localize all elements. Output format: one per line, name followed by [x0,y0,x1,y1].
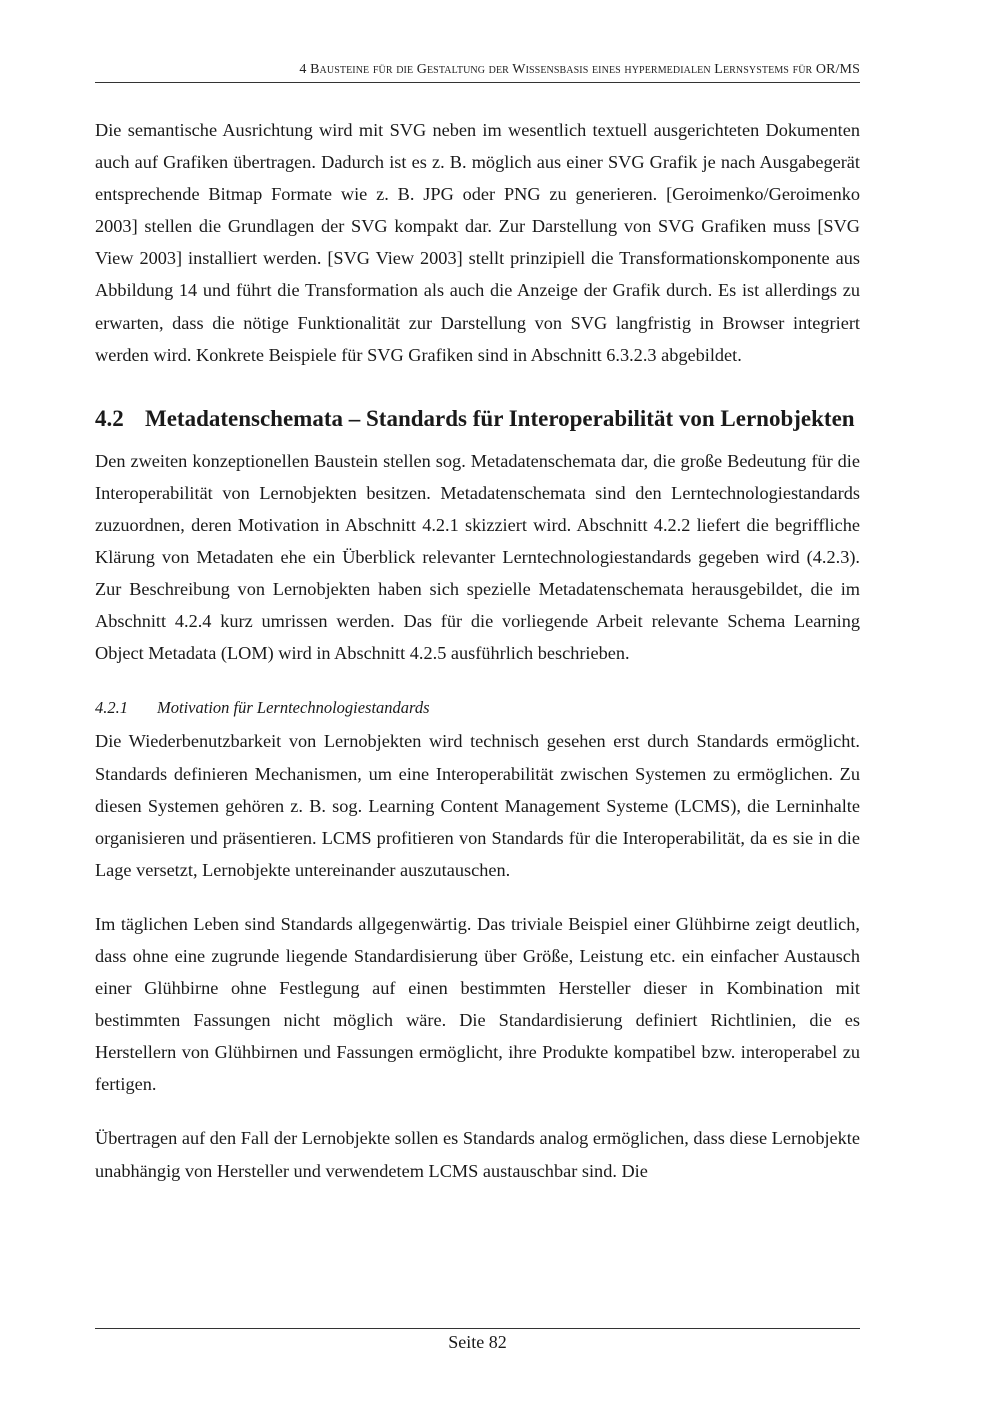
subsection-heading [95,695,860,721]
subsection-paragraph: Die Wiederbenutzbarkeit von Lernobjekten wird technisch gesehen erst durch Standards ermöglicht. Standards definieren Mechanismen, um eine Interoperabilität zwischen Systemen zu ermöglichen. Zu diesen Systemen gehören z. B. sog. Learning Content Management Systeme (LCMS), die Lerninhalte organisieren und präsentieren. LCMS profitieren von Standards für die Interoperabilität, da es sie in die Lage versetzt, Lernobjekte untereinander auszutauschen. [95,731,860,880]
subsection-number: 4.2.1 [95,698,128,718]
intro-paragraph: Die semantische Ausrichtung wird mit SVG neben im wesentlich textuell ausgerichteten Dokumenten auch auf Grafiken übertragen. Dadurch ist es z. B. möglich aus einer SVG Grafik je nach Ausgabegerät entsprechende Bitmap Formate wie z. B. JPG oder PNG zu generieren. [Geroimenko/Geroimenko 2003] stellen die Grundlagen der SVG kompakt dar. Zur Darstellung von SVG Grafiken muss [SVG View 2003] installiert werden. [SVG View 2003] stellt prinzipiell die Transformationskomponente aus Abbildung 14 und führt die Transformation als auch die Anzeige der Grafik durch. Es ist allerdings zu erwarten, dass die nötige Funktionalität zur Darstellung von SVG langfristig in Browser integriert werden wird. Konkrete Beispiele für SVG Grafiken sind in Abschnitt 6.3.2.3 abgebildet. [95,120,860,365]
running-header-title: 4 Bausteine für die Gestaltung der Wissensbasis eines hypermedialen Lernsystems für OR/MS [299,62,860,77]
body-text [95,114,860,1187]
section-title: Metadatenschemata – Standards für Interoperabilität von Lernobjekten [145,405,855,431]
footer-rule [95,1328,860,1329]
page-number: Seite 82 [448,1332,507,1352]
subsection-title: Motivation für Lerntechnologiestandards [157,698,430,718]
subsection-paragraph: Übertragen auf den Fall der Lernobjekte sollen es Standards analog ermöglichen, dass diese Lernobjekte unabhängig von Hersteller und verwendetem LCMS austauschbar sind. Die [95,1128,860,1181]
subsection-paragraph: Im täglichen Leben sind Standards allgegenwärtig. Das triviale Beispiel einer Glühbirne zeigt deutlich, dass ohne eine zugrunde liegende Standardisierung über Größe, Leistung etc. ein einfacher Austausch einer Glühbirne ohne Festlegung auf einen bestimmten Hersteller dieser in Kombination mit bestimmten Fassungen nicht möglich wäre. Die Standardisierung definiert Richtlinien, die es Herstellern von Glühbirnen und Fassungen ermöglicht, ihre Produkte kompatibel bzw. interoperabel zu fertigen. [95,913,860,1095]
section-heading [95,397,860,441]
section-number: 4.2 [95,405,124,431]
running-header [95,62,860,78]
section-paragraph: Den zweiten konzeptionellen Baustein stellen sog. Metadatenschemata dar, die große Bedeutung für die Interoperabilität von Lernobjekten besitzen. Metadatenschemata sind den Lerntechnologiestandards zuzuordnen, deren Motivation in Abschnitt 4.2.1 skizziert wird. Abschnitt 4.2.2 liefert die begriffliche Klärung von Metadaten ehe ein Überblick relevanter Lerntechnologiestandards gegeben wird (4.2.3). Zur Beschreibung von Lernobjekten haben sich spezielle Metadatenschemata herausgebildet, die im Abschnitt 4.2.4 kurz umrissen werden. Das für die vorliegende Arbeit relevante Schema Learning Object Metadata (LOM) wird in Abschnitt 4.2.5 ausführlich beschrieben. [95,450,860,664]
header-rule [95,82,860,83]
